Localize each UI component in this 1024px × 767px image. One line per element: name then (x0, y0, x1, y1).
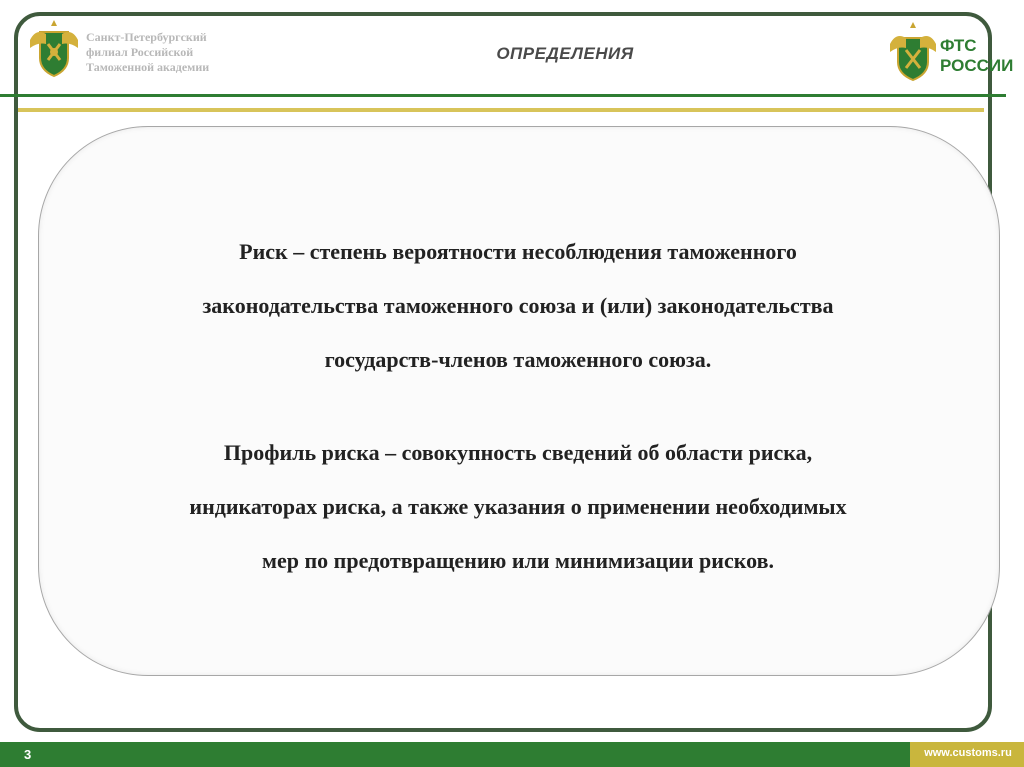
risk-definition-line-3: государств-членов таможенного союза. (324, 347, 712, 372)
header-divider-green (18, 94, 1006, 97)
fts-logo-line-1: ФТС (940, 36, 977, 55)
academy-name (86, 30, 266, 75)
double-headed-eagle-emblem-icon (26, 14, 82, 80)
risk-definition-line-1: Риск – степень вероятности несоблюдения таможенного (239, 239, 797, 264)
risk-profile-definition-line-1: Профиль риска – совокупность сведений об области риска, (223, 440, 813, 465)
risk-profile-definition-line-3: мер по предотвращению или минимизации рисков. (262, 548, 774, 573)
page-number: 3 (24, 747, 32, 762)
risk-definition (60, 225, 976, 387)
risk-profile-definition-line-2: индикаторах риска, а также указания о применении необходимых (189, 494, 847, 519)
fts-logo-line-2: РОССИИ (940, 56, 1014, 75)
risk-definition-line-2: законодательства таможенного союза и (или) законодательства (202, 293, 834, 318)
academy-name-line-3: Таможенной академии (86, 60, 210, 74)
risk-profile-definition (60, 426, 976, 588)
customs-eagle-emblem-icon (888, 16, 938, 82)
fts-logo-text (940, 36, 1014, 76)
page-title: ОПРЕДЕЛЕНИЯ (496, 44, 634, 63)
footer-bar (0, 742, 1024, 767)
academy-name-line-1: Санкт-Петербургский (86, 30, 207, 44)
footer-url-link[interactable]: www.customs.ru (924, 747, 1012, 759)
academy-name-line-2: филиал Российской (86, 45, 194, 59)
content-panel (38, 126, 1000, 676)
header-divider-gold (18, 108, 984, 112)
